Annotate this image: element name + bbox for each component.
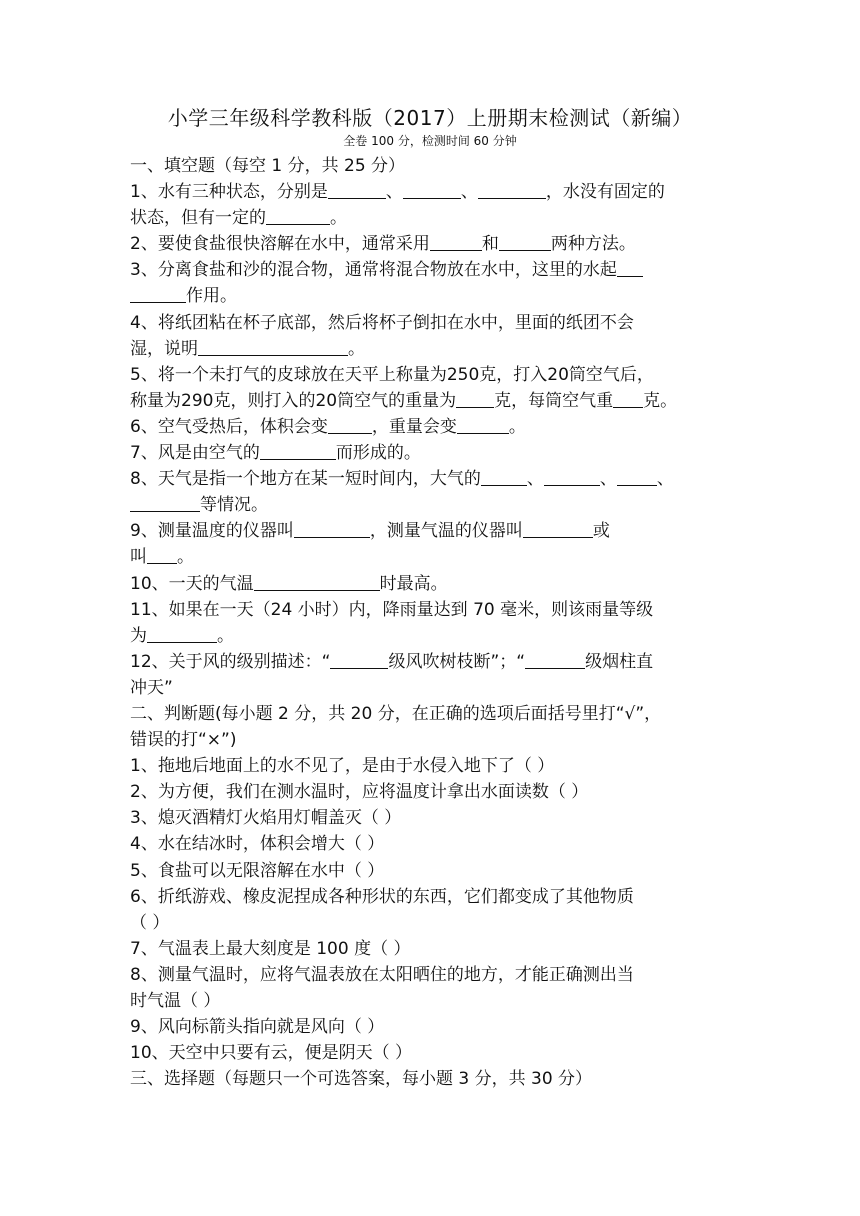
line-text: 等情况。 — [200, 495, 268, 516]
exam-line — [130, 257, 742, 283]
line-text: 两种方法。 — [550, 234, 636, 255]
exam-body — [130, 153, 742, 1092]
exam-line — [130, 518, 742, 544]
exam-line — [130, 1066, 742, 1092]
exam-line — [130, 884, 742, 910]
exam-line — [130, 362, 742, 388]
line-text: 。 — [508, 416, 526, 437]
answer-blank[interactable] — [130, 284, 186, 303]
line-text: 和 — [481, 234, 499, 255]
exam-line — [130, 492, 742, 518]
line-text: 一、填空题（每空 1 分，共 25 分） — [130, 156, 406, 176]
line-text: 9、风向标箭头指向就是风向（ ） — [130, 1017, 385, 1038]
line-text: 9、测量温度的仪器叫 — [130, 521, 294, 542]
line-text: ，重量会变 — [371, 416, 457, 437]
exam-line — [130, 440, 742, 466]
line-text: 湿，说明 — [130, 338, 198, 359]
line-text: 、 — [656, 469, 674, 490]
line-text: 7、气温表上最大刻度是 100 度（ ） — [130, 938, 411, 959]
line-text: 二、判断题(每小题 2 分，共 20 分，在正确的选项后面括号里打“√”， — [130, 703, 662, 724]
line-text: ，测量气温的仪器叫 — [369, 521, 523, 542]
line-text: 。 — [330, 208, 347, 229]
line-text: 级烟柱直 — [585, 651, 654, 672]
line-text: 2、为方便，我们在测水温时，应将温度计拿出水面读数（ ） — [130, 782, 589, 803]
exam-line — [130, 858, 742, 884]
line-text: 3、熄灭酒精灯火焰用灯帽盖灭（ ） — [130, 808, 402, 829]
line-text: 1、水有三种状态，分别是 — [130, 182, 328, 203]
exam-line — [130, 701, 742, 727]
answer-blank[interactable] — [457, 415, 509, 434]
line-text: 8、测量气温时，应将气温表放在太阳晒住的地方，才能正确测出当 — [130, 964, 634, 985]
answer-blank[interactable] — [525, 650, 585, 669]
answer-blank[interactable] — [523, 519, 593, 538]
exam-subtitle: 全卷 100 分，检测时间 60 分钟 — [343, 134, 517, 148]
line-text: 、 — [385, 182, 403, 203]
answer-blank[interactable] — [147, 624, 217, 643]
answer-blank[interactable] — [147, 545, 177, 564]
exam-line — [130, 179, 742, 205]
exam-line — [130, 623, 742, 649]
answer-blank[interactable] — [456, 389, 494, 408]
line-text: 、 — [599, 469, 617, 490]
line-text: 级风吹树枝断”；“ — [388, 651, 526, 672]
exam-line — [130, 544, 742, 570]
answer-blank[interactable] — [617, 258, 643, 277]
line-text: 2、要使食盐很快溶解在水中，通常采用 — [130, 234, 430, 255]
answer-blank[interactable] — [266, 206, 330, 225]
exam-line — [130, 1040, 742, 1066]
line-text: 11、如果在一天（24 小时）内，降雨量达到 70 毫米，则该雨量等级 — [130, 599, 654, 620]
exam-line — [130, 153, 742, 179]
answer-blank[interactable] — [328, 415, 372, 434]
answer-blank[interactable] — [403, 180, 461, 199]
answer-blank[interactable] — [481, 467, 527, 486]
line-text: 7、风是由空气的 — [130, 443, 260, 464]
answer-blank[interactable] — [478, 180, 546, 199]
answer-blank[interactable] — [617, 467, 657, 486]
exam-line — [130, 779, 742, 805]
line-text: 状态，但有一定的 — [130, 208, 266, 229]
line-text: 错误的打“×”) — [130, 730, 237, 751]
line-text: 克，每筒空气重 — [494, 390, 614, 411]
answer-blank[interactable] — [294, 519, 370, 538]
line-text: 。 — [217, 625, 234, 646]
line-text: 作用。 — [186, 286, 237, 307]
exam-line — [130, 1014, 742, 1040]
line-text: 。 — [348, 338, 365, 359]
exam-line — [130, 597, 742, 623]
exam-line — [130, 962, 742, 988]
line-text: 6、折纸游戏、橡皮泥捏成各种形状的东西，它们都变成了其他物质 — [130, 886, 634, 907]
line-text: （ ） — [130, 912, 170, 933]
line-text: 4、将纸团粘在杯子底部，然后将杯子倒扣在水中，里面的纸团不会 — [130, 312, 634, 333]
exam-line — [130, 649, 742, 675]
exam-line — [130, 231, 742, 257]
exam-line — [130, 753, 742, 779]
answer-blank[interactable] — [260, 441, 336, 460]
answer-blank[interactable] — [130, 493, 200, 512]
line-text: 称量为290克，则打入的20筒空气的重量为 — [130, 390, 457, 411]
line-text: 为 — [130, 625, 147, 646]
line-text: 时气温（ ） — [130, 991, 221, 1011]
exam-line — [130, 805, 742, 831]
line-text: 4、水在结冰时，体积会增大（ ） — [130, 834, 385, 855]
exam-line — [130, 466, 742, 492]
line-text: 叫 — [130, 547, 147, 568]
line-text: 、 — [526, 469, 544, 490]
exam-line — [130, 205, 742, 231]
exam-line — [130, 936, 742, 962]
line-text: ，水没有固定的 — [545, 182, 665, 203]
exam-line — [130, 571, 742, 597]
answer-blank[interactable] — [254, 572, 380, 591]
line-text: 8、天气是指一个地方在某一短时间内，大气的 — [130, 469, 481, 490]
exam-line — [130, 831, 742, 857]
answer-blank[interactable] — [328, 180, 386, 199]
line-text: 10、天空中只要有云，便是阴天（ ） — [130, 1043, 413, 1064]
exam-line — [130, 988, 742, 1014]
line-text: 12、关于风的级别描述：“ — [130, 651, 331, 672]
line-text: 克。 — [643, 390, 678, 411]
exam-line — [130, 388, 742, 414]
line-text: 10、一天的气温 — [130, 573, 254, 594]
line-text: 或 — [592, 521, 610, 542]
line-text: 。 — [177, 547, 194, 568]
line-text: 三、选择题（每题只一个可选答案，每小题 3 分，共 30 分） — [130, 1069, 593, 1090]
line-text: 1、拖地后地面上的水不见了，是由于水侵入地下了（ ） — [130, 756, 555, 777]
line-text: 时最高。 — [379, 573, 448, 594]
line-text: 5、食盐可以无限溶解在水中（ ） — [130, 860, 385, 881]
answer-blank[interactable] — [198, 337, 348, 356]
answer-blank[interactable] — [613, 389, 643, 408]
exam-line — [130, 675, 742, 701]
line-text: 3、分离食盐和沙的混合物，通常将混合物放在水中，这里的水起 — [130, 260, 617, 281]
answer-blank[interactable] — [544, 467, 600, 486]
exam-line — [130, 310, 742, 336]
line-text: 、 — [460, 182, 478, 203]
exam-line — [130, 283, 742, 309]
answer-blank[interactable] — [430, 232, 482, 251]
exam-title: 小学三年级科学教科版（2017）上册期末检测试（新编） — [167, 106, 693, 130]
line-text: 而形成的。 — [335, 443, 421, 464]
line-text: 冲天” — [130, 677, 173, 698]
exam-line — [130, 414, 742, 440]
exam-line — [130, 727, 742, 753]
exam-line — [130, 910, 742, 936]
answer-blank[interactable] — [330, 650, 388, 669]
line-text: 5、将一个未打气的皮球放在天平上称量为250克，打入20筒空气后， — [130, 364, 654, 385]
line-text: 6、空气受热后，体积会变 — [130, 416, 328, 437]
exam-line — [130, 336, 742, 362]
answer-blank[interactable] — [499, 232, 551, 251]
